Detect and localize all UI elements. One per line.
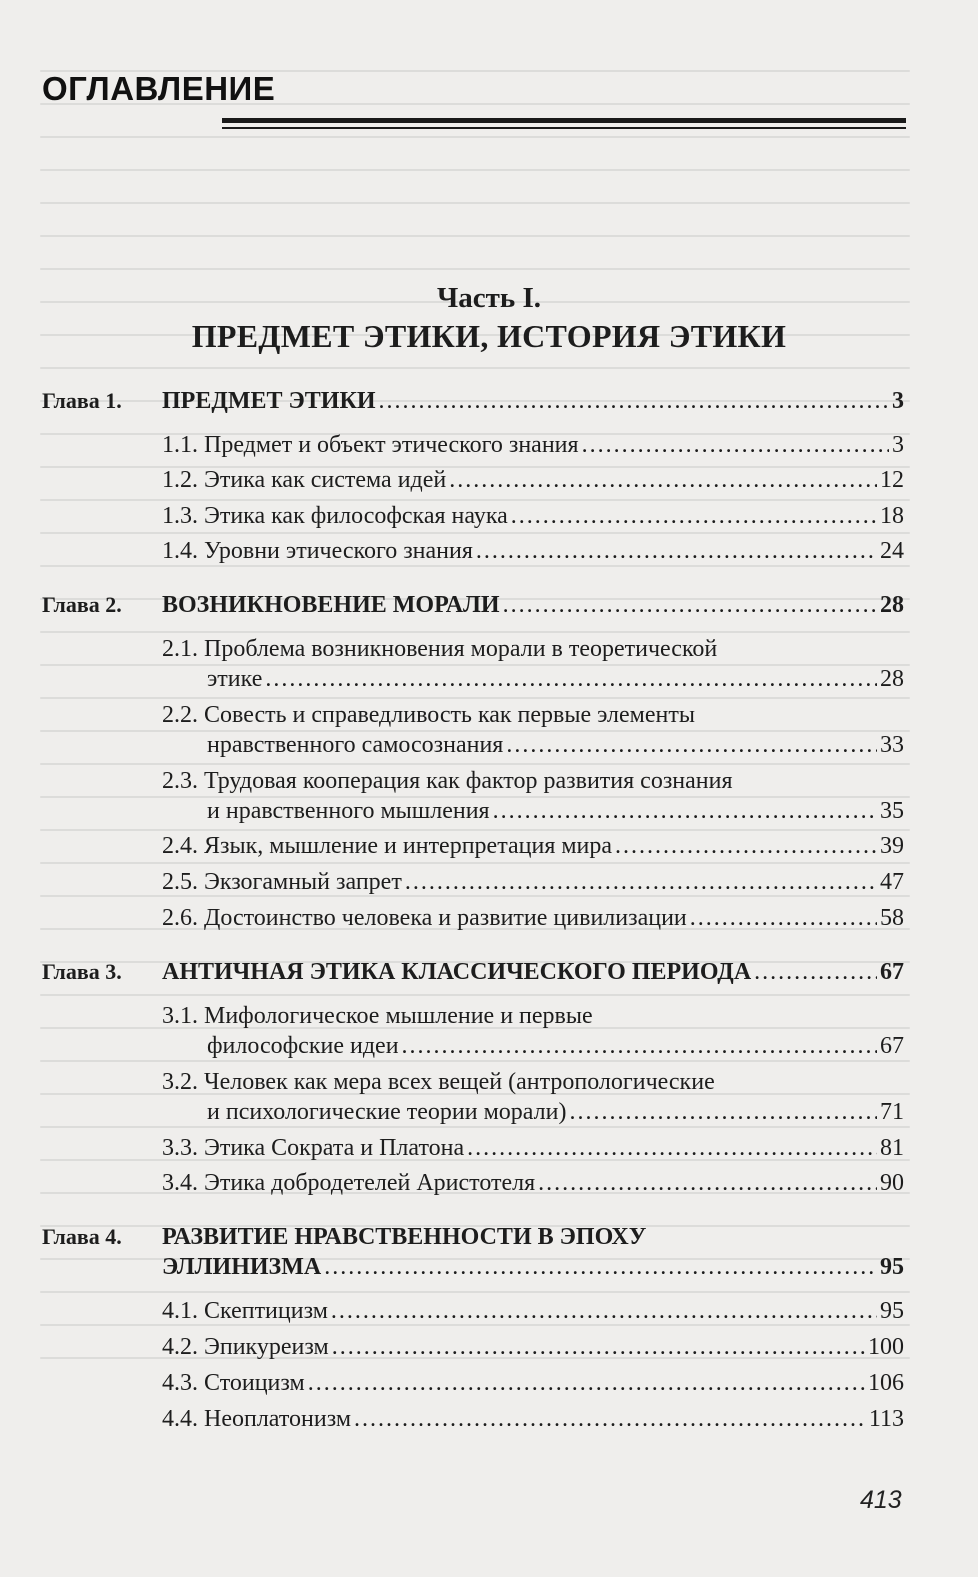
section-3-1-line-2[interactable] [207, 1031, 904, 1061]
section-3-3[interactable] [162, 1133, 904, 1163]
leader-dots [449, 465, 877, 495]
section-title-cont: этике [207, 666, 263, 692]
chapter-2-label: Глава 2. [42, 592, 122, 617]
part-label: Часть I. [436, 282, 542, 314]
section-4-4[interactable] [162, 1404, 904, 1434]
chapter-2-entry[interactable] [162, 590, 904, 620]
section-title: Этика Сократа и Платона [204, 1135, 465, 1161]
section-number: 1.1. [162, 432, 198, 458]
section-number: 3.3. [162, 1135, 198, 1161]
section-page: 106 [868, 1370, 904, 1396]
section-page: 113 [868, 1406, 904, 1432]
leader-dots [308, 1368, 865, 1398]
section-title: Предмет и объект этического знания [204, 432, 579, 458]
section-page: 71 [880, 1099, 904, 1125]
section-title: Этика как система идей [204, 467, 447, 493]
chapter-4-entry[interactable] [162, 1252, 904, 1282]
section-title: Неоплатонизм [204, 1406, 352, 1432]
section-number: 4.4. [162, 1406, 198, 1432]
section-page: 12 [880, 467, 904, 493]
section-3-1-line-1[interactable] [162, 1001, 593, 1031]
section-number: 1.4. [162, 538, 198, 564]
section-page: 95 [880, 1298, 904, 1324]
section-3-4[interactable] [162, 1168, 904, 1198]
section-page: 39 [880, 833, 904, 859]
section-2-2-line-2[interactable] [207, 730, 904, 760]
section-title: Язык, мышление и интерпретация мира [204, 833, 613, 859]
heading-rule-thin [222, 127, 906, 129]
section-2-5[interactable] [162, 867, 904, 897]
leader-dots [402, 1031, 877, 1061]
section-4-3[interactable] [162, 1368, 904, 1398]
section-title: Трудовая кооперация как фактор развития сознания [204, 768, 733, 794]
leader-dots [690, 903, 877, 933]
section-page: 35 [880, 798, 904, 824]
leader-dots [582, 430, 889, 460]
section-number: 2.3. [162, 768, 198, 794]
chapter-1-title: ПРЕДМЕТ ЭТИКИ [162, 388, 376, 414]
section-number: 4.1. [162, 1298, 198, 1324]
leader-dots [615, 831, 877, 861]
chapter-1-page: 3 [892, 388, 904, 414]
section-page: 67 [880, 1033, 904, 1059]
section-page: 33 [880, 732, 904, 758]
leader-dots [467, 1133, 877, 1163]
section-page: 47 [880, 869, 904, 895]
section-page: 58 [880, 905, 904, 931]
leader-dots [538, 1168, 877, 1198]
section-title: Уровни этического знания [204, 538, 473, 564]
chapter-3-label: Глава 3. [42, 959, 122, 984]
section-page: 90 [880, 1170, 904, 1196]
leader-dots [354, 1404, 866, 1434]
leader-dots [379, 386, 889, 416]
section-page: 18 [880, 503, 904, 529]
section-2-4[interactable] [162, 831, 904, 861]
section-2-1-line-1[interactable] [162, 634, 717, 664]
section-number: 4.2. [162, 1334, 198, 1360]
section-4-2[interactable] [162, 1332, 904, 1362]
section-number: 2.4. [162, 833, 198, 859]
leader-dots [265, 664, 877, 694]
section-page: 24 [880, 538, 904, 564]
chapter-3-title: АНТИЧНАЯ ЭТИКА КЛАССИЧЕСКОГО ПЕРИОДА [162, 959, 752, 985]
section-title: Экзогамный запрет [204, 869, 402, 895]
chapter-4-title-line-1[interactable]: РАЗВИТИЕ НРАВСТВЕННОСТИ В ЭПОХУ [162, 1224, 647, 1250]
chapter-4-label: Глава 4. [42, 1224, 122, 1249]
section-title: Этика добродетелей Аристотеля [204, 1170, 536, 1196]
chapter-3-entry[interactable] [162, 957, 904, 987]
chapter-3-page: 67 [880, 959, 904, 985]
page-number: 413 [860, 1486, 902, 1514]
part-title: ПРЕДМЕТ ЭТИКИ, ИСТОРИЯ ЭТИКИ [191, 318, 787, 354]
section-2-2-line-1[interactable] [162, 700, 695, 730]
section-1-3[interactable] [162, 501, 904, 531]
section-number: 2.2. [162, 702, 198, 728]
chapter-1-label: Глава 1. [42, 388, 122, 413]
section-number: 4.3. [162, 1370, 198, 1396]
section-title-cont: философские идеи [207, 1033, 399, 1059]
section-title-cont: и психологические теории морали) [207, 1099, 567, 1125]
section-3-2-line-2[interactable] [207, 1097, 904, 1127]
section-3-2-line-1[interactable] [162, 1067, 715, 1097]
section-title: Человек как мера всех вещей (антропологические [204, 1069, 715, 1095]
heading-rule-thick [222, 118, 906, 123]
section-title: Достоинство человека и развитие цивилизации [204, 905, 687, 931]
leader-dots [511, 501, 877, 531]
section-2-3-line-2[interactable] [207, 796, 904, 826]
section-title-cont: нравственного самосознания [207, 732, 504, 758]
section-number: 1.2. [162, 467, 198, 493]
leader-dots [476, 536, 877, 566]
section-number: 3.2. [162, 1069, 198, 1095]
section-page: 3 [892, 432, 904, 458]
section-1-4[interactable] [162, 536, 904, 566]
section-4-1[interactable] [162, 1296, 904, 1326]
section-number: 2.5. [162, 869, 198, 895]
chapter-4-page: 95 [880, 1254, 904, 1280]
section-title: Этика как философская наука [204, 503, 508, 529]
chapter-2-title: ВОЗНИКНОВЕНИЕ МОРАЛИ [162, 592, 500, 618]
leader-dots [503, 590, 877, 620]
section-page: 28 [880, 666, 904, 692]
section-title: Проблема возникновения морали в теоретической [204, 636, 718, 662]
leader-dots [493, 796, 877, 826]
section-1-1[interactable] [162, 430, 904, 460]
leader-dots [324, 1252, 877, 1282]
section-page: 81 [880, 1135, 904, 1161]
section-number: 3.1. [162, 1003, 198, 1029]
leader-dots [569, 1097, 877, 1127]
leader-dots [506, 730, 877, 760]
section-1-2[interactable] [162, 465, 904, 495]
section-2-1-line-2[interactable] [207, 664, 904, 694]
section-title: Стоицизм [204, 1370, 305, 1396]
section-title: Мифологическое мышление и первые [204, 1003, 593, 1029]
leader-dots [332, 1332, 865, 1362]
toc-heading: ОГЛАВЛЕНИЕ [42, 70, 276, 107]
section-2-3-line-1[interactable] [162, 766, 733, 796]
leader-dots [754, 957, 877, 987]
chapter-1-entry[interactable] [162, 386, 904, 416]
section-title: Скептицизм [204, 1298, 328, 1324]
leader-dots [331, 1296, 877, 1326]
section-title: Совесть и справедливость как первые элементы [204, 702, 695, 728]
leader-dots [405, 867, 877, 897]
section-number: 2.1. [162, 636, 198, 662]
section-2-6[interactable] [162, 903, 904, 933]
section-number: 3.4. [162, 1170, 198, 1196]
chapter-4-title-line-2: ЭЛЛИНИЗМА [162, 1254, 322, 1280]
section-number: 1.3. [162, 503, 198, 529]
chapter-2-page: 28 [880, 592, 904, 618]
section-title-cont: и нравственного мышления [207, 798, 490, 824]
section-number: 2.6. [162, 905, 198, 931]
section-page: 100 [868, 1334, 904, 1360]
section-title: Эпикуреизм [204, 1334, 329, 1360]
